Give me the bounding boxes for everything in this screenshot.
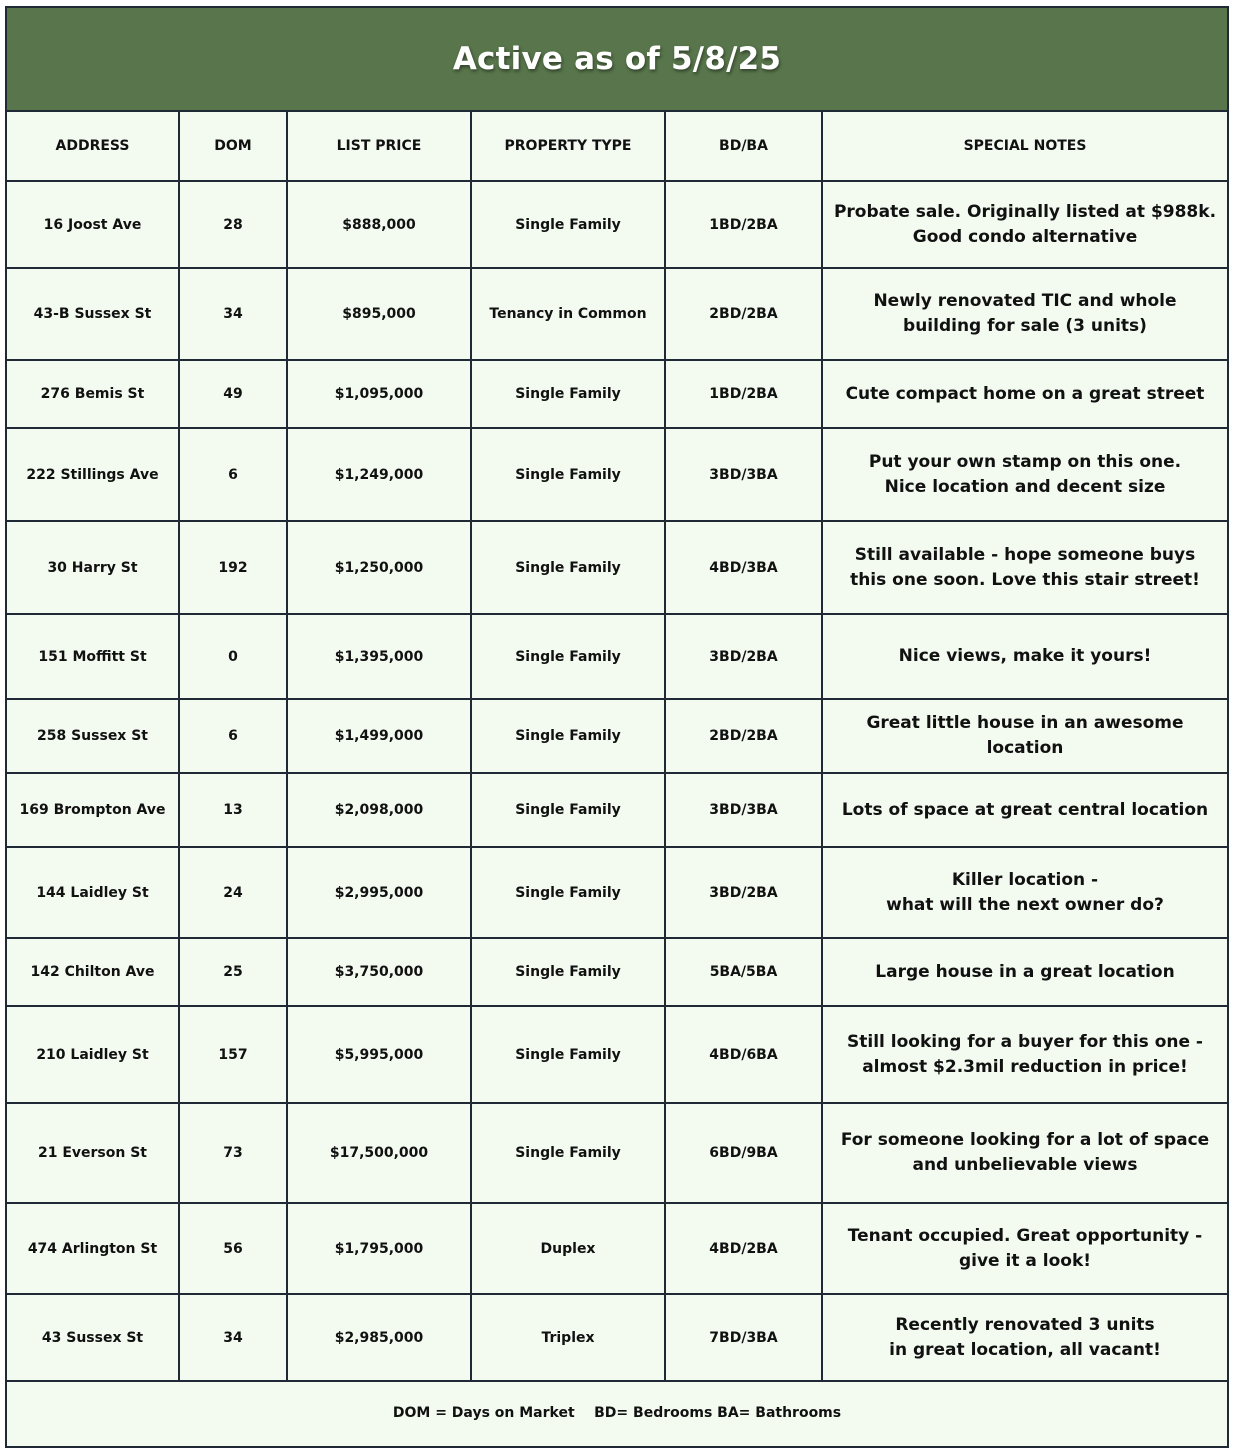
table-row	[7, 268, 1227, 360]
table-row	[7, 699, 1227, 773]
address-cell: 43 Sussex St	[7, 1294, 179, 1381]
bd-ba-cell: 7BD/3BA	[665, 1294, 822, 1381]
table-row	[7, 1006, 1227, 1103]
list-price-cell: $17,500,000	[287, 1103, 471, 1203]
dom-cell: 192	[179, 521, 287, 614]
table-row	[7, 428, 1227, 521]
address-cell: 30 Harry St	[7, 521, 179, 614]
address-cell: 43-B Sussex St	[7, 268, 179, 360]
bd-ba-cell: 3BD/3BA	[665, 773, 822, 847]
list-price-cell: $1,249,000	[287, 428, 471, 521]
property-type-cell: Single Family	[471, 699, 665, 773]
address-cell: 210 Laidley St	[7, 1006, 179, 1103]
dom-cell: 6	[179, 428, 287, 521]
bd-ba-cell: 2BD/2BA	[665, 268, 822, 360]
table-row	[7, 521, 1227, 614]
property-type-cell: Single Family	[471, 428, 665, 521]
property-type-cell: Single Family	[471, 847, 665, 938]
listings-table	[7, 112, 1227, 1382]
bd-ba-cell: 3BD/2BA	[665, 614, 822, 699]
dom-cell: 13	[179, 773, 287, 847]
dom-cell: 73	[179, 1103, 287, 1203]
column-header-bd-ba: BD/BA	[665, 112, 822, 181]
table-row	[7, 938, 1227, 1006]
special-notes-cell: Cute compact home on a great street	[822, 360, 1227, 428]
list-price-cell: $1,499,000	[287, 699, 471, 773]
list-price-cell: $3,750,000	[287, 938, 471, 1006]
bd-ba-cell: 4BD/6BA	[665, 1006, 822, 1103]
special-notes-cell: Large house in a great location	[822, 938, 1227, 1006]
column-header-address: ADDRESS	[7, 112, 179, 181]
property-type-cell: Duplex	[471, 1203, 665, 1294]
special-notes-cell: Lots of space at great central location	[822, 773, 1227, 847]
special-notes-cell: Still available - hope someone buys this one soon. Love this stair street!	[822, 521, 1227, 614]
bd-ba-cell: 4BD/2BA	[665, 1203, 822, 1294]
dom-cell: 34	[179, 268, 287, 360]
special-notes-cell: Great little house in an awesome location	[822, 699, 1227, 773]
table-row	[7, 360, 1227, 428]
special-notes-cell: Still looking for a buyer for this one - almost $2.3mil reduction in price!	[822, 1006, 1227, 1103]
table-body	[7, 181, 1227, 1381]
property-type-cell: Single Family	[471, 181, 665, 268]
property-type-cell: Single Family	[471, 938, 665, 1006]
table-row	[7, 1203, 1227, 1294]
bd-ba-cell: 2BD/2BA	[665, 699, 822, 773]
address-cell: 144 Laidley St	[7, 847, 179, 938]
column-header-dom: DOM	[179, 112, 287, 181]
property-type-cell: Single Family	[471, 521, 665, 614]
property-type-cell: Single Family	[471, 614, 665, 699]
list-price-cell: $895,000	[287, 268, 471, 360]
address-cell: 258 Sussex St	[7, 699, 179, 773]
address-cell: 151 Moffitt St	[7, 614, 179, 699]
dom-cell: 6	[179, 699, 287, 773]
special-notes-cell: Put your own stamp on this one. Nice location and decent size	[822, 428, 1227, 521]
property-type-cell: Single Family	[471, 773, 665, 847]
column-header-special-notes: SPECIAL NOTES	[822, 112, 1227, 181]
bd-ba-cell: 5BA/5BA	[665, 938, 822, 1006]
list-price-cell: $2,098,000	[287, 773, 471, 847]
dom-cell: 56	[179, 1203, 287, 1294]
list-price-cell: $888,000	[287, 181, 471, 268]
dom-cell: 25	[179, 938, 287, 1006]
list-price-cell: $2,995,000	[287, 847, 471, 938]
address-cell: 474 Arlington St	[7, 1203, 179, 1294]
dom-cell: 49	[179, 360, 287, 428]
dom-cell: 157	[179, 1006, 287, 1103]
bd-ba-cell: 6BD/9BA	[665, 1103, 822, 1203]
property-type-cell: Single Family	[471, 1006, 665, 1103]
special-notes-cell: Tenant occupied. Great opportunity - give it a look!	[822, 1203, 1227, 1294]
list-price-cell: $1,250,000	[287, 521, 471, 614]
page-title: Active as of 5/8/25	[452, 41, 782, 77]
column-header-list-price: LIST PRICE	[287, 112, 471, 181]
bd-ba-cell: 3BD/3BA	[665, 428, 822, 521]
bd-ba-cell: 3BD/2BA	[665, 847, 822, 938]
property-type-cell: Single Family	[471, 360, 665, 428]
list-price-cell: $1,795,000	[287, 1203, 471, 1294]
special-notes-cell: Nice views, make it yours!	[822, 614, 1227, 699]
property-type-cell: Tenancy in Common	[471, 268, 665, 360]
legend-footer: DOM = Days on Market BD= Bedrooms BA= Bathrooms	[392, 1405, 842, 1421]
dom-cell: 34	[179, 1294, 287, 1381]
property-type-cell: Single Family	[471, 1103, 665, 1203]
list-price-cell: $1,095,000	[287, 360, 471, 428]
bd-ba-cell: 4BD/3BA	[665, 521, 822, 614]
column-header-property-type: PROPERTY TYPE	[471, 112, 665, 181]
table-row	[7, 847, 1227, 938]
dom-cell: 0	[179, 614, 287, 699]
special-notes-cell: Probate sale. Originally listed at $988k. Good condo alternative	[822, 181, 1227, 268]
address-cell: 142 Chilton Ave	[7, 938, 179, 1006]
address-cell: 222 Stillings Ave	[7, 428, 179, 521]
header-row	[7, 112, 1227, 181]
list-price-cell: $5,995,000	[287, 1006, 471, 1103]
listings-sheet	[5, 6, 1229, 1448]
table-row	[7, 614, 1227, 699]
address-cell: 169 Brompton Ave	[7, 773, 179, 847]
address-cell: 16 Joost Ave	[7, 181, 179, 268]
special-notes-cell: Killer location - what will the next owner do?	[822, 847, 1227, 938]
list-price-cell: $1,395,000	[287, 614, 471, 699]
address-cell: 21 Everson St	[7, 1103, 179, 1203]
bd-ba-cell: 1BD/2BA	[665, 360, 822, 428]
address-cell: 276 Bemis St	[7, 360, 179, 428]
table-row	[7, 1103, 1227, 1203]
table-row	[7, 181, 1227, 268]
special-notes-cell: Newly renovated TIC and whole building for sale (3 units)	[822, 268, 1227, 360]
property-type-cell: Triplex	[471, 1294, 665, 1381]
title-bar	[7, 8, 1227, 112]
list-price-cell: $2,985,000	[287, 1294, 471, 1381]
special-notes-cell: Recently renovated 3 units in great location, all vacant!	[822, 1294, 1227, 1381]
table-row	[7, 773, 1227, 847]
dom-cell: 24	[179, 847, 287, 938]
dom-cell: 28	[179, 181, 287, 268]
special-notes-cell: For someone looking for a lot of space and unbelievable views	[822, 1103, 1227, 1203]
bd-ba-cell: 1BD/2BA	[665, 181, 822, 268]
table-row	[7, 1294, 1227, 1381]
